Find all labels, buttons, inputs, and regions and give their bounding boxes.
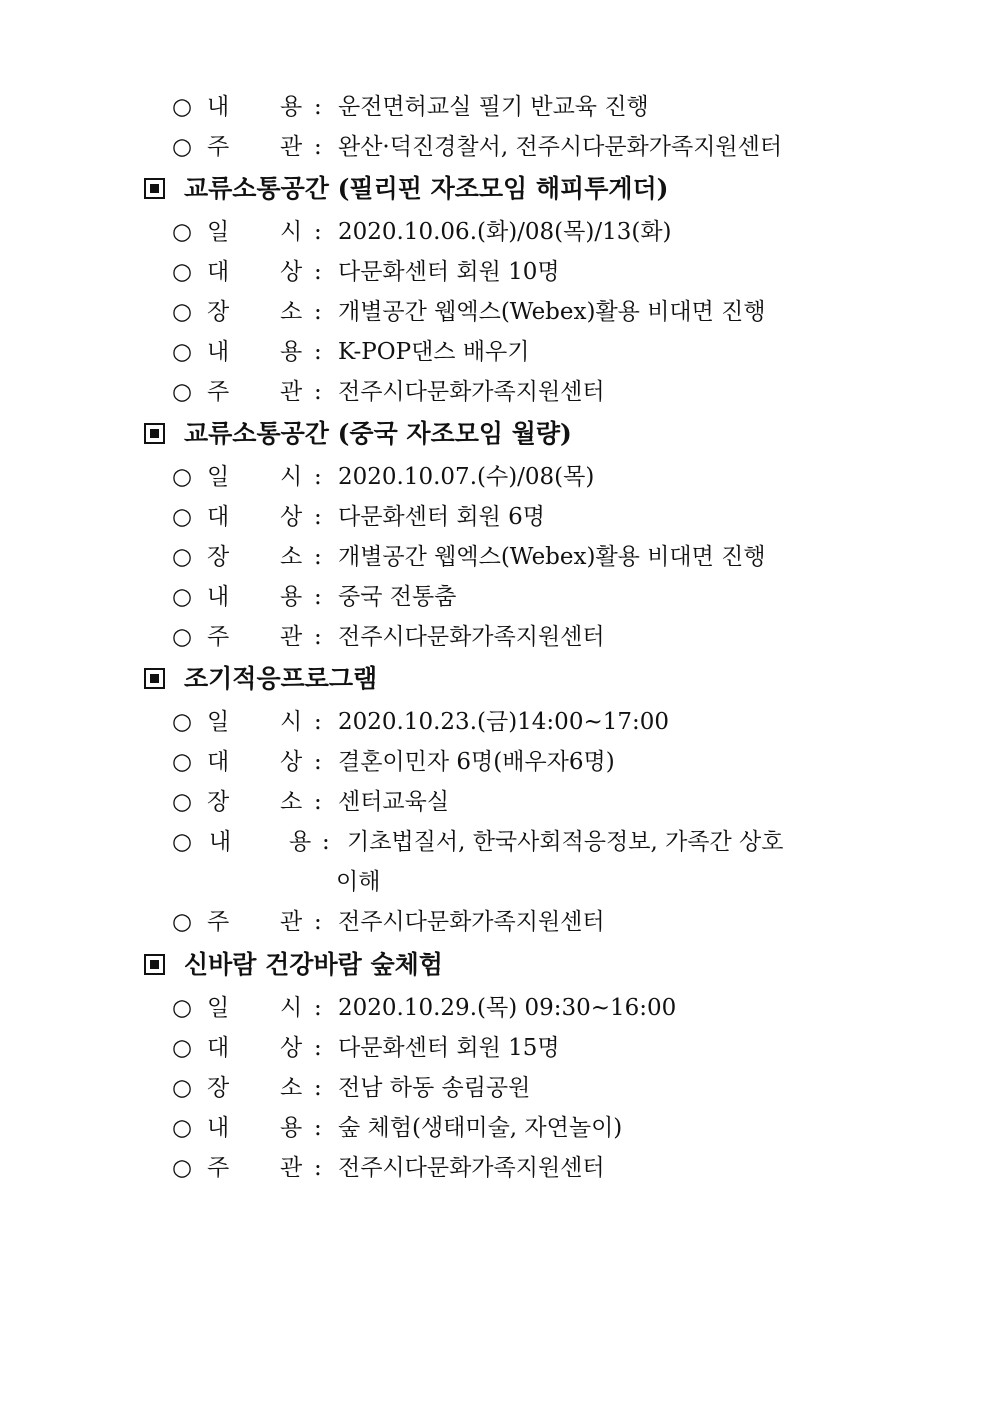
square-bullet-icon: [144, 954, 165, 975]
colon: :: [314, 379, 322, 405]
label-char: 주: [207, 379, 230, 405]
circle-bullet-icon: ○: [172, 379, 193, 405]
label-char: 장: [207, 1075, 230, 1101]
item-value: 다문화센터 회원 6명: [338, 504, 545, 530]
label-char: 상: [280, 749, 303, 775]
item-value: 완산·덕진경찰서, 전주시다문화가족지원센터: [338, 134, 783, 160]
circle-bullet-icon: ○: [172, 219, 193, 245]
circle-bullet-icon: ○: [172, 339, 193, 365]
colon: :: [314, 709, 322, 735]
colon: :: [322, 829, 330, 855]
square-bullet-icon: [144, 668, 165, 689]
label-char: 주: [207, 909, 230, 935]
circle-bullet-icon: ○: [172, 709, 193, 735]
square-bullet-icon: [144, 178, 165, 199]
circle-bullet-icon: ○: [172, 995, 193, 1021]
label-char: 대: [207, 259, 230, 285]
circle-bullet-icon: ○: [172, 504, 193, 530]
colon: :: [314, 94, 322, 120]
label-char: 관: [280, 1155, 303, 1181]
label-char: 상: [280, 1035, 303, 1061]
item-value: 전주시다문화가족지원센터: [338, 909, 605, 935]
colon: :: [314, 584, 322, 610]
circle-bullet-icon: ○: [172, 1075, 193, 1101]
label-char: 대: [207, 1035, 230, 1061]
circle-bullet-icon: ○: [172, 789, 193, 815]
circle-bullet-icon: ○: [172, 544, 193, 570]
item-value: K-POP댄스 배우기: [338, 339, 530, 365]
circle-bullet-icon: ○: [172, 624, 193, 650]
colon: :: [314, 339, 322, 365]
item-value: 기초법질서, 한국사회적응정보, 가족간 상호: [347, 829, 784, 855]
item-value: 결혼이민자 6명(배우자6명): [338, 749, 615, 775]
colon: :: [314, 134, 322, 160]
circle-bullet-icon: ○: [172, 94, 193, 120]
colon: :: [314, 504, 322, 530]
item-value: 전주시다문화가족지원센터: [338, 379, 605, 405]
circle-bullet-icon: ○: [172, 749, 193, 775]
item-value: 숲 체험(생태미술, 자연놀이): [338, 1115, 623, 1141]
item-value: 전주시다문화가족지원센터: [338, 1155, 605, 1181]
label-char: 관: [280, 379, 303, 405]
label-char: 내: [207, 584, 230, 610]
section-title: 조기적응프로그램: [184, 664, 378, 693]
item-value: 중국 전통춤: [338, 584, 457, 610]
label-char: 주: [207, 1155, 230, 1181]
circle-bullet-icon: ○: [172, 1155, 193, 1181]
section-title: 교류소통공간 (중국 자조모임 월량): [184, 419, 572, 448]
square-bullet-icon: [144, 423, 165, 444]
circle-bullet-icon: ○: [172, 464, 193, 490]
item-value: 센터교육실: [338, 789, 450, 815]
circle-bullet-icon: ○: [172, 829, 193, 855]
colon: :: [314, 789, 322, 815]
item-value: 전남 하동 송림공원: [338, 1075, 531, 1101]
item-value: 2020.10.23.(금)14:00~17:00: [338, 709, 669, 735]
colon: :: [314, 544, 322, 570]
circle-bullet-icon: ○: [172, 1035, 193, 1061]
label-char: 관: [280, 909, 303, 935]
label-char: 내: [207, 1115, 230, 1141]
colon: :: [314, 749, 322, 775]
label-char: 장: [207, 789, 230, 815]
label-char: 일: [207, 709, 230, 735]
label-char: 소: [280, 299, 303, 325]
label-char: 시: [280, 709, 303, 735]
circle-bullet-icon: ○: [172, 584, 193, 610]
colon: :: [314, 299, 322, 325]
section-title: 교류소통공간 (필리핀 자조모임 해피투게더): [184, 174, 669, 203]
label-char: 일: [207, 219, 230, 245]
item-value: 다문화센터 회원 15명: [338, 1035, 560, 1061]
label-char: 용: [280, 94, 303, 120]
label-char: 용: [280, 339, 303, 365]
label-char: 내: [209, 829, 232, 855]
label-char: 상: [280, 504, 303, 530]
label-char: 소: [280, 789, 303, 815]
item-value: 2020.10.29.(목) 09:30~16:00: [338, 995, 677, 1021]
label-char: 일: [207, 464, 230, 490]
circle-bullet-icon: ○: [172, 299, 193, 325]
circle-bullet-icon: ○: [172, 1115, 193, 1141]
item-value: 운전면허교실 필기 반교육 진행: [338, 94, 649, 120]
item-value: 다문화센터 회원 10명: [338, 259, 560, 285]
colon: :: [314, 995, 322, 1021]
circle-bullet-icon: ○: [172, 259, 193, 285]
colon: :: [314, 624, 322, 650]
label-char: 시: [280, 464, 303, 490]
label-char: 용: [280, 584, 303, 610]
label-char: 대: [207, 749, 230, 775]
item-value: 전주시다문화가족지원센터: [338, 624, 605, 650]
item-value: 2020.10.07.(수)/08(목): [338, 464, 595, 490]
colon: :: [314, 219, 322, 245]
label-char: 일: [207, 995, 230, 1021]
label-char: 시: [280, 995, 303, 1021]
item-value: 2020.10.06.(화)/08(목)/13(화): [338, 219, 672, 245]
label-char: 용: [280, 1115, 303, 1141]
circle-bullet-icon: ○: [172, 909, 193, 935]
label-char: 관: [280, 624, 303, 650]
label-char: 용: [289, 829, 312, 855]
label-char: 관: [280, 134, 303, 160]
colon: :: [314, 259, 322, 285]
colon: :: [314, 1155, 322, 1181]
label-char: 상: [280, 259, 303, 285]
label-char: 주: [207, 624, 230, 650]
label-char: 장: [207, 544, 230, 570]
label-char: 내: [207, 94, 230, 120]
section-title: 신바람 건강바람 숲체험: [184, 950, 443, 979]
label-char: 장: [207, 299, 230, 325]
item-value: 개별공간 웹엑스(Webex)활용 비대면 진행: [338, 544, 766, 570]
label-char: 주: [207, 134, 230, 160]
item-value-continuation: 이해: [336, 869, 381, 895]
colon: :: [314, 1075, 322, 1101]
item-value: 개별공간 웹엑스(Webex)활용 비대면 진행: [338, 299, 766, 325]
colon: :: [314, 464, 322, 490]
label-char: 내: [207, 339, 230, 365]
label-char: 소: [280, 544, 303, 570]
colon: :: [314, 1035, 322, 1061]
label-char: 대: [207, 504, 230, 530]
circle-bullet-icon: ○: [172, 134, 193, 160]
colon: :: [314, 909, 322, 935]
colon: :: [314, 1115, 322, 1141]
label-char: 시: [280, 219, 303, 245]
label-char: 소: [280, 1075, 303, 1101]
